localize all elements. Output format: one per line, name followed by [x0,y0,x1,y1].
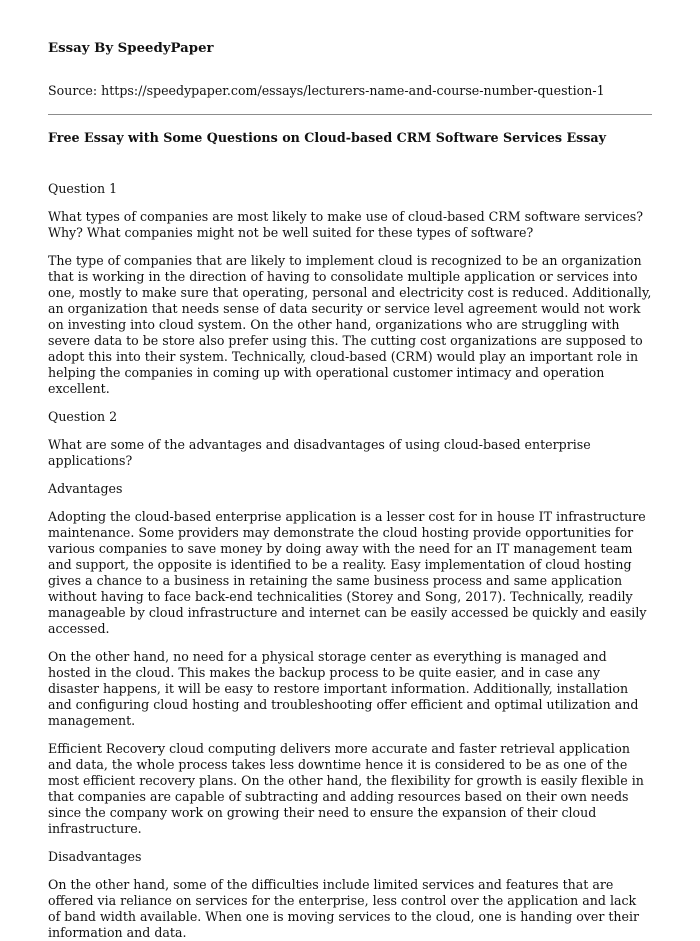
advantages-heading: Advantages [48,481,123,496]
disadvantages-heading: Disadvantages [48,849,142,864]
advantages-paragraph-2: On the other hand, no need for a physical storage center as everything is managed and hosted in the cloud. This makes the backup process to be quite easier, and in case any disaster happens, it will be easy to restore important information. Additionally, installation and configuring cloud hosting and troubleshooting offer efficient and optimal utilization and management. [48,649,639,728]
question-2-heading: Question 2 [48,409,118,424]
question-1-answer: The type of companies that are likely to implement cloud is recognized to be an organization that is working in the direction of having to consolidate multiple application or services into one, mostly to make sure that operating, personal and electricity cost is reduced. Additionally, an organization that needs sense of data security or service level agreement would not work on investing into cloud system. On the other hand, organizations who are struggling with severe data to be store also prefer using this. The cutting cost organizations are supposed to adopt this into their system. Technically, cloud-based (CRM) would play an important role in helping the companies in coming up with operational customer intimacy and operation excellent. [48,253,652,396]
header-divider [48,114,652,115]
document-header-title: Essay By SpeedyPaper [48,41,214,56]
question-1-heading: Question 1 [48,181,118,196]
advantages-paragraph-3: Efficient Recovery cloud computing delivers more accurate and faster retrieval application and data, the whole process takes less downtime hence it is considered to be as one of the most efficient recovery plans. On the other hand, the flexibility for growth is easily flexible in that companies are capable of subtracting and adding resources based on their own needs since the company work on growing their need to ensure the expansion of their cloud infrastructure. [48,741,644,836]
essay-title: Free Essay with Some Questions on Cloud-based CRM Software Services Essay [48,130,607,145]
question-1-prompt: What types of companies are most likely to make use of cloud-based CRM software services? Why? What companies might not be well suited for these types of software? [48,209,644,240]
advantages-paragraph-1: Adopting the cloud-based enterprise application is a lesser cost for in house IT infrastructure maintenance. Some providers may demonstrate the cloud hosting provide opportunities for various companies to save money by doing away with the need for an IT management team and support, the opposite is identified to be a reality. Easy implementation of cloud hosting gives a chance to a business in retaining the same business process and same application without having to face back-end technicalities (Storey and Song, 2017). Technically, readily manageable by cloud infrastructure and internet can be easily accessed be quickly and easily accessed. [48,509,647,636]
source-line: Source: https://speedypaper.com/essays/lecturers-name-and-course-number-question-1 [48,83,605,98]
essay-body [48,181,652,941]
question-2-prompt: What are some of the advantages and disadvantages of using cloud-based enterprise applications? [48,437,591,468]
disadvantages-paragraph-1: On the other hand, some of the difficulties include limited services and features that are offered via reliance on services for the enterprise, less control over the application and lack of band width available. When one is moving services to the cloud, one is handing over their information and data. [48,877,640,940]
